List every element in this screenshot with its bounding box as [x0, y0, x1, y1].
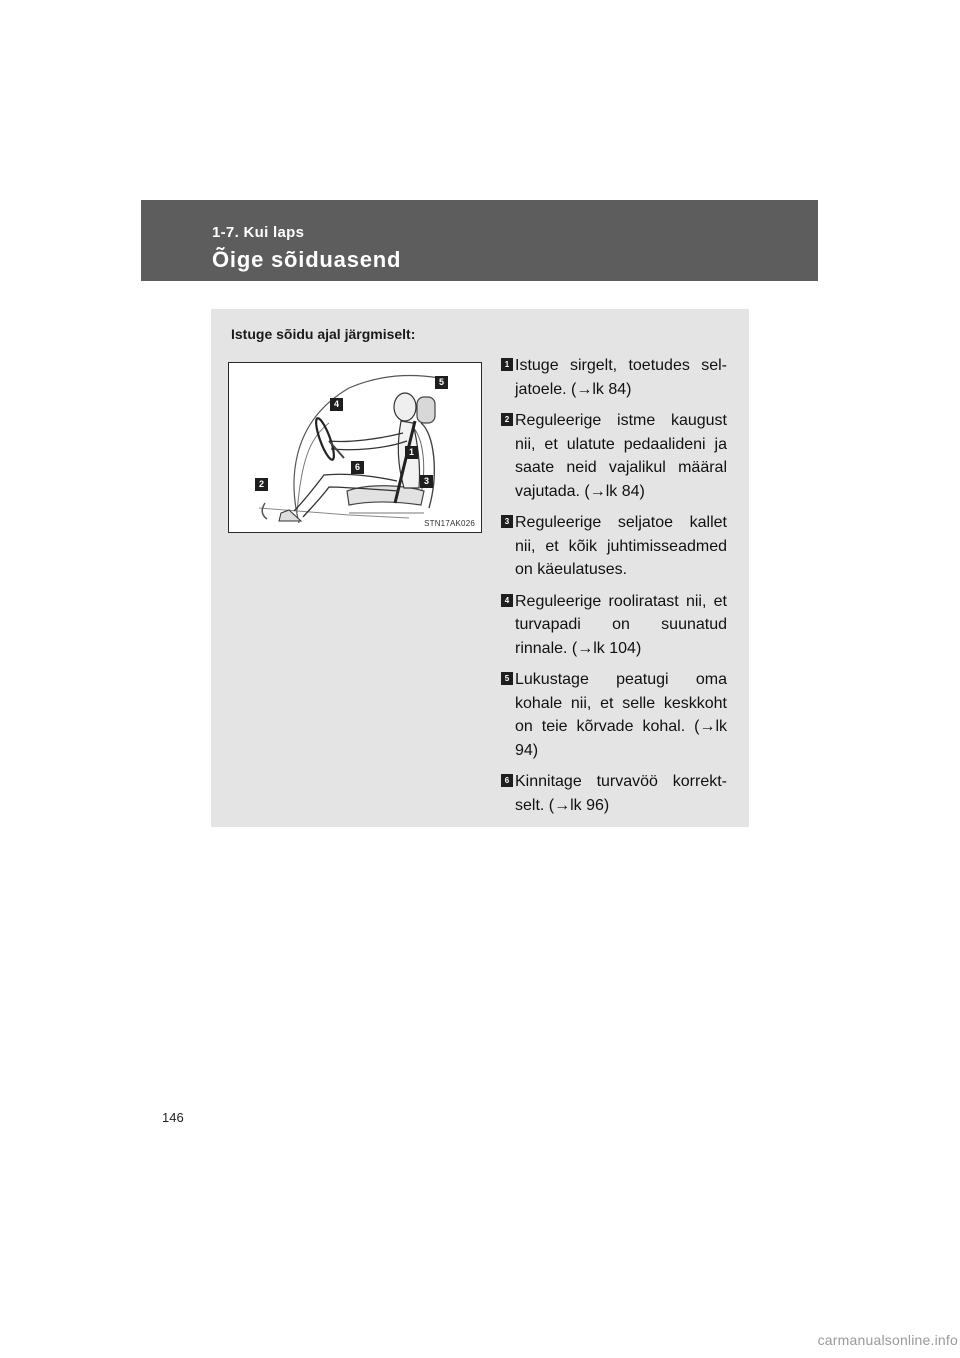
list-item	[501, 590, 727, 661]
item-text: Reguleerige istme kaugust nii, et ulatute pedaalideni ja saate neid vajalikul määral vajutada. (→lk 84)	[515, 412, 727, 500]
callout-5: 5	[435, 376, 448, 389]
seating-position-illustration	[228, 362, 482, 533]
callout-3: 3	[420, 475, 433, 488]
page-number: 146	[162, 1110, 184, 1125]
item-number-badge: 6	[501, 774, 513, 787]
item-text: Kinnitage turvavöö korrekt-selt. (→lk 96)	[515, 773, 727, 814]
item-text: Lukustage peatugi oma kohale nii, et selle keskkoht on teie kõrvade kohal. (→lk 94)	[515, 671, 727, 759]
item-text: Istuge sirgelt, toetudes sel-jatoele. (→lk 84)	[515, 357, 727, 398]
callout-1: 1	[405, 446, 418, 459]
figure-code: STN17AK026	[424, 519, 475, 528]
content-panel	[211, 309, 749, 827]
list-item	[501, 770, 727, 817]
item-number-badge: 2	[501, 413, 513, 426]
watermark: carmanualsonline.info	[817, 1332, 958, 1348]
intro-text: Istuge sõidu ajal järgmiselt:	[231, 326, 416, 342]
chapter-header	[141, 200, 818, 281]
list-item	[501, 668, 727, 762]
item-text: Reguleerige rooliratast nii, et turvapadi on suunatud rinnale. (→lk 104)	[515, 592, 727, 657]
page-title: Õige sõiduasend	[212, 247, 402, 272]
callout-2: 2	[255, 478, 268, 491]
list-item	[501, 354, 727, 401]
item-number-badge: 4	[501, 594, 513, 607]
item-number-badge: 1	[501, 358, 513, 371]
instruction-list	[501, 354, 727, 825]
callout-6: 6	[351, 461, 364, 474]
item-number-badge: 5	[501, 672, 513, 685]
callout-4: 4	[330, 398, 343, 411]
list-item	[501, 511, 727, 582]
item-number-badge: 3	[501, 515, 513, 528]
section-label: 1-7. Kui laps	[212, 224, 305, 241]
item-text: Reguleerige seljatoe kallet nii, et kõik juhtimisseadmed on käeulatuses.	[515, 514, 727, 578]
list-item	[501, 409, 727, 503]
